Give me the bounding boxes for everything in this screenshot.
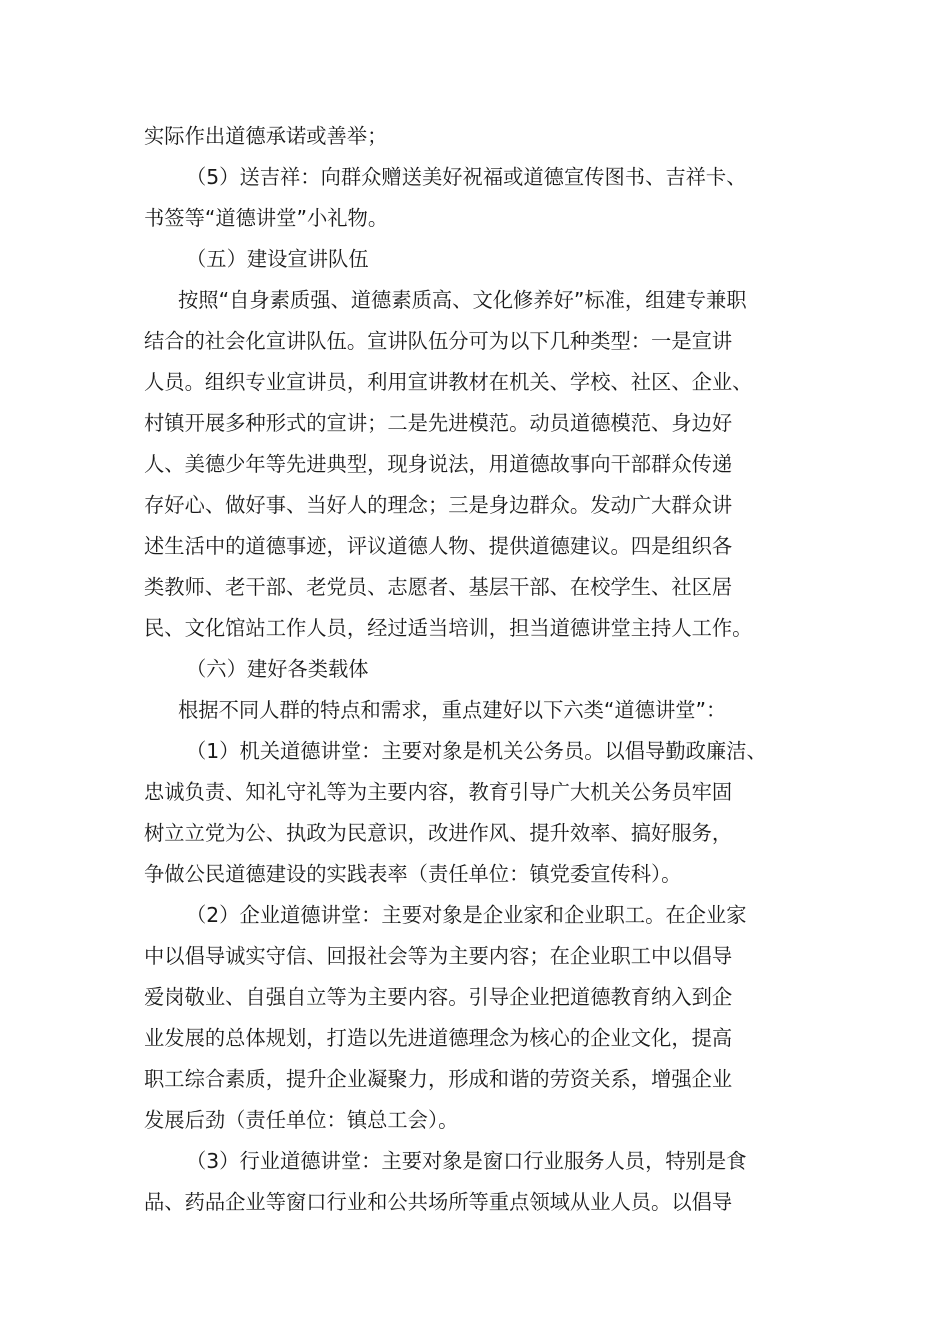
text-line: 人、美德少年等先进典型，现身说法，用道德故事向干部群众传递 (144, 452, 733, 476)
text-line: 书签等“道德讲堂”小礼物。 (144, 206, 389, 230)
text-line: 发展后劲（责任单位：镇总工会）。 (144, 1108, 459, 1132)
text-line: 村镇开展多种形式的宣讲；二是先进模范。动员道德模范、身边好 (144, 411, 733, 435)
text-line: 职工综合素质，提升企业凝聚力，形成和谐的劳资关系，增强企业 (144, 1067, 733, 1091)
text-line: 述生活中的道德事迹，评议道德人物、提供道德建议。四是组织各 (144, 534, 733, 558)
section-heading: （六）建好各类载体 (186, 657, 369, 681)
text-line: 根据不同人群的特点和需求，重点建好以下六类“道德讲堂”： (178, 698, 727, 722)
text-line: 中以倡导诚实守信、回报社会等为主要内容；在企业职工中以倡导 (144, 944, 733, 968)
text-line: 按照“自身素质强、道德素质高、文化修养好”标准，组建专兼职 (178, 288, 747, 312)
text-line: 人员。组织专业宣讲员，利用宣讲教材在机关、学校、社区、企业、 (144, 370, 753, 394)
text-line: 民、文化馆站工作人员，经过适当培训，担当道德讲堂主持人工作。 (144, 616, 753, 640)
text-line: 争做公民道德建设的实践表率（责任单位：镇党委宣传科）。 (144, 862, 682, 886)
text-line: 存好心、做好事、当好人的理念；三是身边群众。发动广大群众讲 (144, 493, 733, 517)
text-line: 实际作出道德承诺或善举； (144, 124, 388, 148)
section-heading: （五）建设宣讲队伍 (186, 247, 369, 271)
text-line: （2）企业道德讲堂：主要对象是企业家和企业职工。在企业家 (186, 903, 747, 927)
text-line: 爱岗敬业、自强自立等为主要内容。引导企业把道德教育纳入到企 (144, 985, 733, 1009)
text-line: （5）送吉祥：向群众赠送美好祝福或道德宣传图书、吉祥卡、 (186, 165, 747, 189)
text-line: 类教师、老干部、老党员、志愿者、基层干部、在校学生、社区居 (144, 575, 733, 599)
text-line: （1）机关道德讲堂：主要对象是机关公务员。以倡导勤政廉洁、 (186, 739, 767, 763)
text-line: 树立立党为公、执政为民意识，改进作风、提升效率、搞好服务， (144, 821, 733, 845)
text-line: 忠诚负责、知礼守礼等为主要内容，教育引导广大机关公务员牢固 (144, 780, 733, 804)
document-body (144, 116, 814, 1223)
text-line: 结合的社会化宣讲队伍。宣讲队伍分可为以下几种类型：一是宣讲 (144, 329, 733, 353)
text-line: （3）行业道德讲堂：主要对象是窗口行业服务人员，特别是食 (186, 1149, 747, 1173)
text-line: 业发展的总体规划，打造以先进道德理念为核心的企业文化，提高 (144, 1026, 733, 1050)
text-line: 品、药品企业等窗口行业和公共场所等重点领域从业人员。以倡导 (144, 1190, 733, 1214)
